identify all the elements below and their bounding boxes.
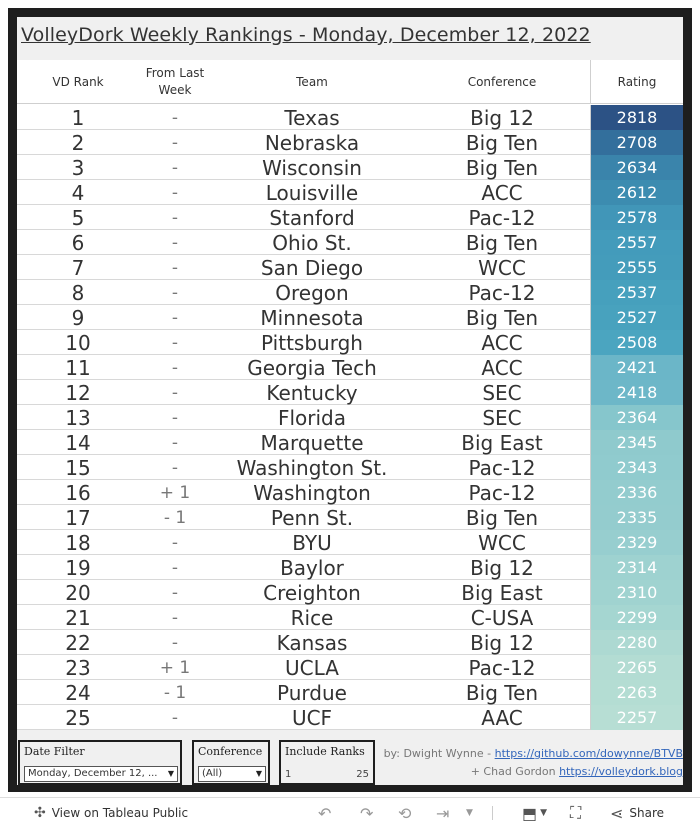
rank-cell: 5 bbox=[71, 205, 85, 230]
rating-cell: 2818 bbox=[590, 105, 683, 130]
team-cell: Kansas bbox=[276, 630, 348, 655]
rank-cell: 6 bbox=[71, 230, 85, 255]
rank-cell: 20 bbox=[65, 580, 91, 605]
team-cell: Oregon bbox=[275, 280, 349, 305]
rating-cell: 2263 bbox=[590, 680, 683, 705]
conference-cell: Pac-12 bbox=[468, 655, 536, 680]
conference-filter bbox=[192, 740, 270, 785]
change-cell: - bbox=[171, 232, 179, 253]
rank-cell: 21 bbox=[65, 605, 91, 630]
undo-icon: ↶ bbox=[318, 803, 332, 823]
dropdown-arrow-icon: ▼ bbox=[167, 769, 174, 778]
rank-cell: 9 bbox=[71, 305, 85, 330]
table-row[interactable] bbox=[17, 530, 683, 555]
conference-cell: Big Ten bbox=[465, 155, 539, 180]
rating-cell: 2310 bbox=[590, 580, 683, 605]
change-cell: - bbox=[171, 607, 179, 628]
table-row[interactable] bbox=[17, 230, 683, 255]
change-cell: - bbox=[171, 107, 179, 128]
table-row[interactable] bbox=[17, 280, 683, 305]
rank-cell: 8 bbox=[71, 280, 85, 305]
credit-line-1 bbox=[384, 747, 683, 760]
team-cell: BYU bbox=[292, 530, 332, 555]
rating-cell: 2418 bbox=[590, 380, 683, 405]
team-cell: Texas bbox=[284, 105, 340, 130]
rank-cell: 10 bbox=[65, 330, 91, 355]
rating-cell: 2257 bbox=[590, 705, 683, 730]
team-cell: Marquette bbox=[260, 430, 364, 455]
refresh-icon: ⇥ bbox=[436, 803, 450, 823]
rating-cell: 2364 bbox=[590, 405, 683, 430]
table-row[interactable] bbox=[17, 605, 683, 630]
date-filter-value: Monday, December 12, ... bbox=[28, 768, 158, 779]
pause-dropdown[interactable] bbox=[466, 798, 473, 828]
change-cell: - bbox=[171, 357, 179, 378]
table-row[interactable] bbox=[17, 105, 683, 130]
team-cell: Purdue bbox=[277, 680, 347, 705]
rank-cell: 18 bbox=[65, 530, 91, 555]
table-row[interactable] bbox=[17, 455, 683, 480]
conference-filter-select[interactable] bbox=[198, 766, 266, 782]
chevron-down-icon: ▼ bbox=[540, 808, 548, 818]
share-label: Share bbox=[629, 806, 665, 820]
rankings-table bbox=[17, 60, 683, 729]
conference-filter-label: Conference bbox=[198, 745, 263, 758]
revert-button[interactable] bbox=[398, 798, 411, 828]
download-icon: ⬒ bbox=[522, 803, 538, 823]
conference-cell: Pac-12 bbox=[468, 280, 536, 305]
rank-cell: 16 bbox=[65, 480, 91, 505]
conference-cell: ACC bbox=[481, 355, 523, 380]
table-row[interactable] bbox=[17, 305, 683, 330]
date-filter-select[interactable] bbox=[24, 766, 178, 782]
table-row[interactable] bbox=[17, 580, 683, 605]
rank-cell: 3 bbox=[71, 155, 85, 180]
rating-cell: 2314 bbox=[590, 555, 683, 580]
change-cell: - bbox=[171, 307, 179, 328]
credit-coauthor: + Chad Gordon bbox=[470, 765, 560, 778]
rank-cell: 14 bbox=[65, 430, 91, 455]
table-row[interactable] bbox=[17, 380, 683, 405]
team-cell: Creighton bbox=[263, 580, 361, 605]
team-cell: Penn St. bbox=[270, 505, 354, 530]
table-row[interactable] bbox=[17, 405, 683, 430]
table-row[interactable] bbox=[17, 505, 683, 530]
rating-cell: 2578 bbox=[590, 205, 683, 230]
team-cell: Wisconsin bbox=[262, 155, 362, 180]
rating-cell: 2280 bbox=[590, 630, 683, 655]
change-cell: - bbox=[171, 532, 179, 553]
table-row[interactable] bbox=[17, 430, 683, 455]
credit-author: by: Dwight Wynne - bbox=[383, 747, 495, 760]
conference-cell: AAC bbox=[481, 705, 523, 730]
conference-cell: Pac-12 bbox=[468, 205, 536, 230]
share-button[interactable] bbox=[610, 798, 664, 828]
conference-cell: Big Ten bbox=[465, 680, 539, 705]
rank-cell: 17 bbox=[65, 505, 91, 530]
team-cell: Washington bbox=[253, 480, 371, 505]
rating-cell: 2329 bbox=[590, 530, 683, 555]
table-row[interactable] bbox=[17, 480, 683, 505]
rating-cell: 2336 bbox=[590, 480, 683, 505]
rank-cell: 11 bbox=[65, 355, 91, 380]
team-cell: Louisville bbox=[265, 180, 359, 205]
date-filter bbox=[18, 740, 182, 785]
team-cell: Georgia Tech bbox=[247, 355, 377, 380]
change-cell: - bbox=[171, 282, 179, 303]
header-team[interactable]: Team bbox=[296, 74, 328, 89]
conference-cell: Big Ten bbox=[465, 305, 539, 330]
table-row[interactable] bbox=[17, 630, 683, 655]
rank-cell: 22 bbox=[65, 630, 91, 655]
rank-cell: 13 bbox=[65, 405, 91, 430]
team-cell: Florida bbox=[277, 405, 347, 430]
team-cell: Ohio St. bbox=[272, 230, 352, 255]
table-header bbox=[17, 60, 683, 104]
conference-cell: Big East bbox=[461, 580, 543, 605]
change-cell: - bbox=[171, 182, 179, 203]
header-conference[interactable]: Conference bbox=[467, 74, 537, 89]
view-on-tableau-label: View on Tableau Public bbox=[51, 806, 189, 820]
conference-cell: SEC bbox=[482, 380, 522, 405]
conference-cell: Big Ten bbox=[465, 505, 539, 530]
change-cell: - bbox=[171, 707, 179, 728]
rank-cell: 25 bbox=[65, 705, 91, 730]
rank-cell: 15 bbox=[65, 455, 91, 480]
rank-range-filter[interactable] bbox=[279, 740, 375, 785]
rating-cell: 2265 bbox=[590, 655, 683, 680]
change-cell: - bbox=[171, 207, 179, 228]
view-on-tableau-button[interactable] bbox=[34, 798, 188, 828]
team-cell: Rice bbox=[290, 605, 334, 630]
table-row[interactable] bbox=[17, 355, 683, 380]
credit-line-2 bbox=[471, 765, 683, 778]
rating-cell: 2508 bbox=[590, 330, 683, 355]
conference-cell: Pac-12 bbox=[468, 480, 536, 505]
conference-cell: ACC bbox=[481, 180, 523, 205]
conference-cell: Big 12 bbox=[470, 105, 534, 130]
rating-cell: 2557 bbox=[590, 230, 683, 255]
tableau-toolbar bbox=[0, 797, 700, 827]
table-row[interactable] bbox=[17, 130, 683, 155]
rank-range-min[interactable]: 1 bbox=[285, 769, 292, 780]
redo-button[interactable] bbox=[360, 798, 373, 828]
conference-cell: Big 12 bbox=[470, 630, 534, 655]
rank-range-max[interactable]: 25 bbox=[356, 769, 369, 780]
conference-cell: Big East bbox=[461, 430, 543, 455]
rating-cell: 2537 bbox=[590, 280, 683, 305]
conference-cell: Big 12 bbox=[470, 555, 534, 580]
conference-cell: ACC bbox=[481, 330, 523, 355]
rank-cell: 19 bbox=[65, 555, 91, 580]
table-row[interactable] bbox=[17, 680, 683, 705]
conference-cell: WCC bbox=[478, 530, 526, 555]
change-cell: - 1 bbox=[163, 507, 187, 528]
undo-button[interactable] bbox=[318, 798, 331, 828]
header-rank[interactable]: VD Rank bbox=[52, 74, 104, 89]
page-title: VolleyDork Weekly Rankings - Monday, December 12, 2022 bbox=[21, 24, 591, 46]
rating-cell: 2708 bbox=[590, 130, 683, 155]
rating-cell: 2343 bbox=[590, 455, 683, 480]
github-link[interactable]: https://github.com/dowynne/BTVB bbox=[494, 747, 683, 760]
change-cell: - bbox=[171, 157, 179, 178]
conference-cell: Big Ten bbox=[465, 230, 539, 255]
change-cell: - bbox=[171, 332, 179, 353]
team-cell: San Diego bbox=[260, 255, 364, 280]
team-cell: Pittsburgh bbox=[261, 330, 363, 355]
team-cell: Washington St. bbox=[236, 455, 388, 480]
table-row[interactable] bbox=[17, 705, 683, 730]
change-cell: - bbox=[171, 257, 179, 278]
download-button[interactable] bbox=[522, 798, 547, 828]
header-change[interactable]: From Last Week bbox=[145, 66, 205, 97]
rank-cell: 12 bbox=[65, 380, 91, 405]
change-cell: - bbox=[171, 582, 179, 603]
team-cell: Kentucky bbox=[266, 380, 358, 405]
conference-cell: WCC bbox=[478, 255, 526, 280]
team-cell: Minnesota bbox=[260, 305, 364, 330]
table-row[interactable] bbox=[17, 205, 683, 230]
fullscreen-button[interactable] bbox=[570, 798, 581, 828]
rank-cell: 7 bbox=[71, 255, 85, 280]
blog-link[interactable]: https://volleydork.blog bbox=[559, 765, 683, 778]
header-rating[interactable]: Rating bbox=[590, 60, 683, 104]
rating-cell: 2335 bbox=[590, 505, 683, 530]
table-row[interactable] bbox=[17, 330, 683, 355]
rating-cell: 2612 bbox=[590, 180, 683, 205]
change-cell: + 1 bbox=[159, 657, 191, 678]
table-row[interactable] bbox=[17, 255, 683, 280]
share-icon: ⋖ bbox=[610, 803, 624, 823]
rank-range-filter-label: Include Ranks bbox=[285, 745, 365, 758]
toolbar-divider bbox=[492, 806, 493, 820]
table-row[interactable] bbox=[17, 655, 683, 680]
change-cell: - bbox=[171, 382, 179, 403]
change-cell: - bbox=[171, 407, 179, 428]
rating-cell: 2345 bbox=[590, 430, 683, 455]
conference-cell: Big Ten bbox=[465, 130, 539, 155]
rank-cell: 23 bbox=[65, 655, 91, 680]
conference-cell: SEC bbox=[482, 405, 522, 430]
change-cell: - bbox=[171, 557, 179, 578]
rank-cell: 24 bbox=[65, 680, 91, 705]
team-cell: UCF bbox=[291, 705, 333, 730]
change-cell: - bbox=[171, 132, 179, 153]
tableau-logo-icon: ✣ bbox=[34, 805, 46, 821]
refresh-button[interactable] bbox=[436, 798, 449, 828]
team-cell: Nebraska bbox=[264, 130, 360, 155]
fullscreen-icon: ⛶ bbox=[570, 803, 582, 822]
revert-icon: ⟲ bbox=[398, 803, 412, 823]
rank-cell: 1 bbox=[71, 105, 85, 130]
team-cell: Baylor bbox=[280, 555, 344, 580]
table-row[interactable] bbox=[17, 180, 683, 205]
team-cell: UCLA bbox=[285, 655, 339, 680]
chevron-down-icon: ▼ bbox=[466, 808, 473, 818]
conference-cell: Pac-12 bbox=[468, 455, 536, 480]
change-cell: - bbox=[171, 457, 179, 478]
conference-cell: C-USA bbox=[470, 605, 534, 630]
rating-cell: 2555 bbox=[590, 255, 683, 280]
dropdown-arrow-icon: ▼ bbox=[255, 769, 262, 778]
rating-cell: 2421 bbox=[590, 355, 683, 380]
date-filter-label: Date Filter bbox=[24, 745, 85, 758]
change-cell: - 1 bbox=[163, 682, 187, 703]
team-cell: Stanford bbox=[269, 205, 355, 230]
change-cell: - bbox=[171, 632, 179, 653]
rank-cell: 4 bbox=[71, 180, 85, 205]
change-cell: + 1 bbox=[159, 482, 191, 503]
redo-icon: ↷ bbox=[360, 803, 374, 823]
conference-filter-value: (All) bbox=[202, 768, 223, 779]
table-row[interactable] bbox=[17, 555, 683, 580]
rating-cell: 2634 bbox=[590, 155, 683, 180]
rank-cell: 2 bbox=[71, 130, 85, 155]
rating-cell: 2299 bbox=[590, 605, 683, 630]
change-cell: - bbox=[171, 432, 179, 453]
table-row[interactable] bbox=[17, 155, 683, 180]
rating-cell: 2527 bbox=[590, 305, 683, 330]
